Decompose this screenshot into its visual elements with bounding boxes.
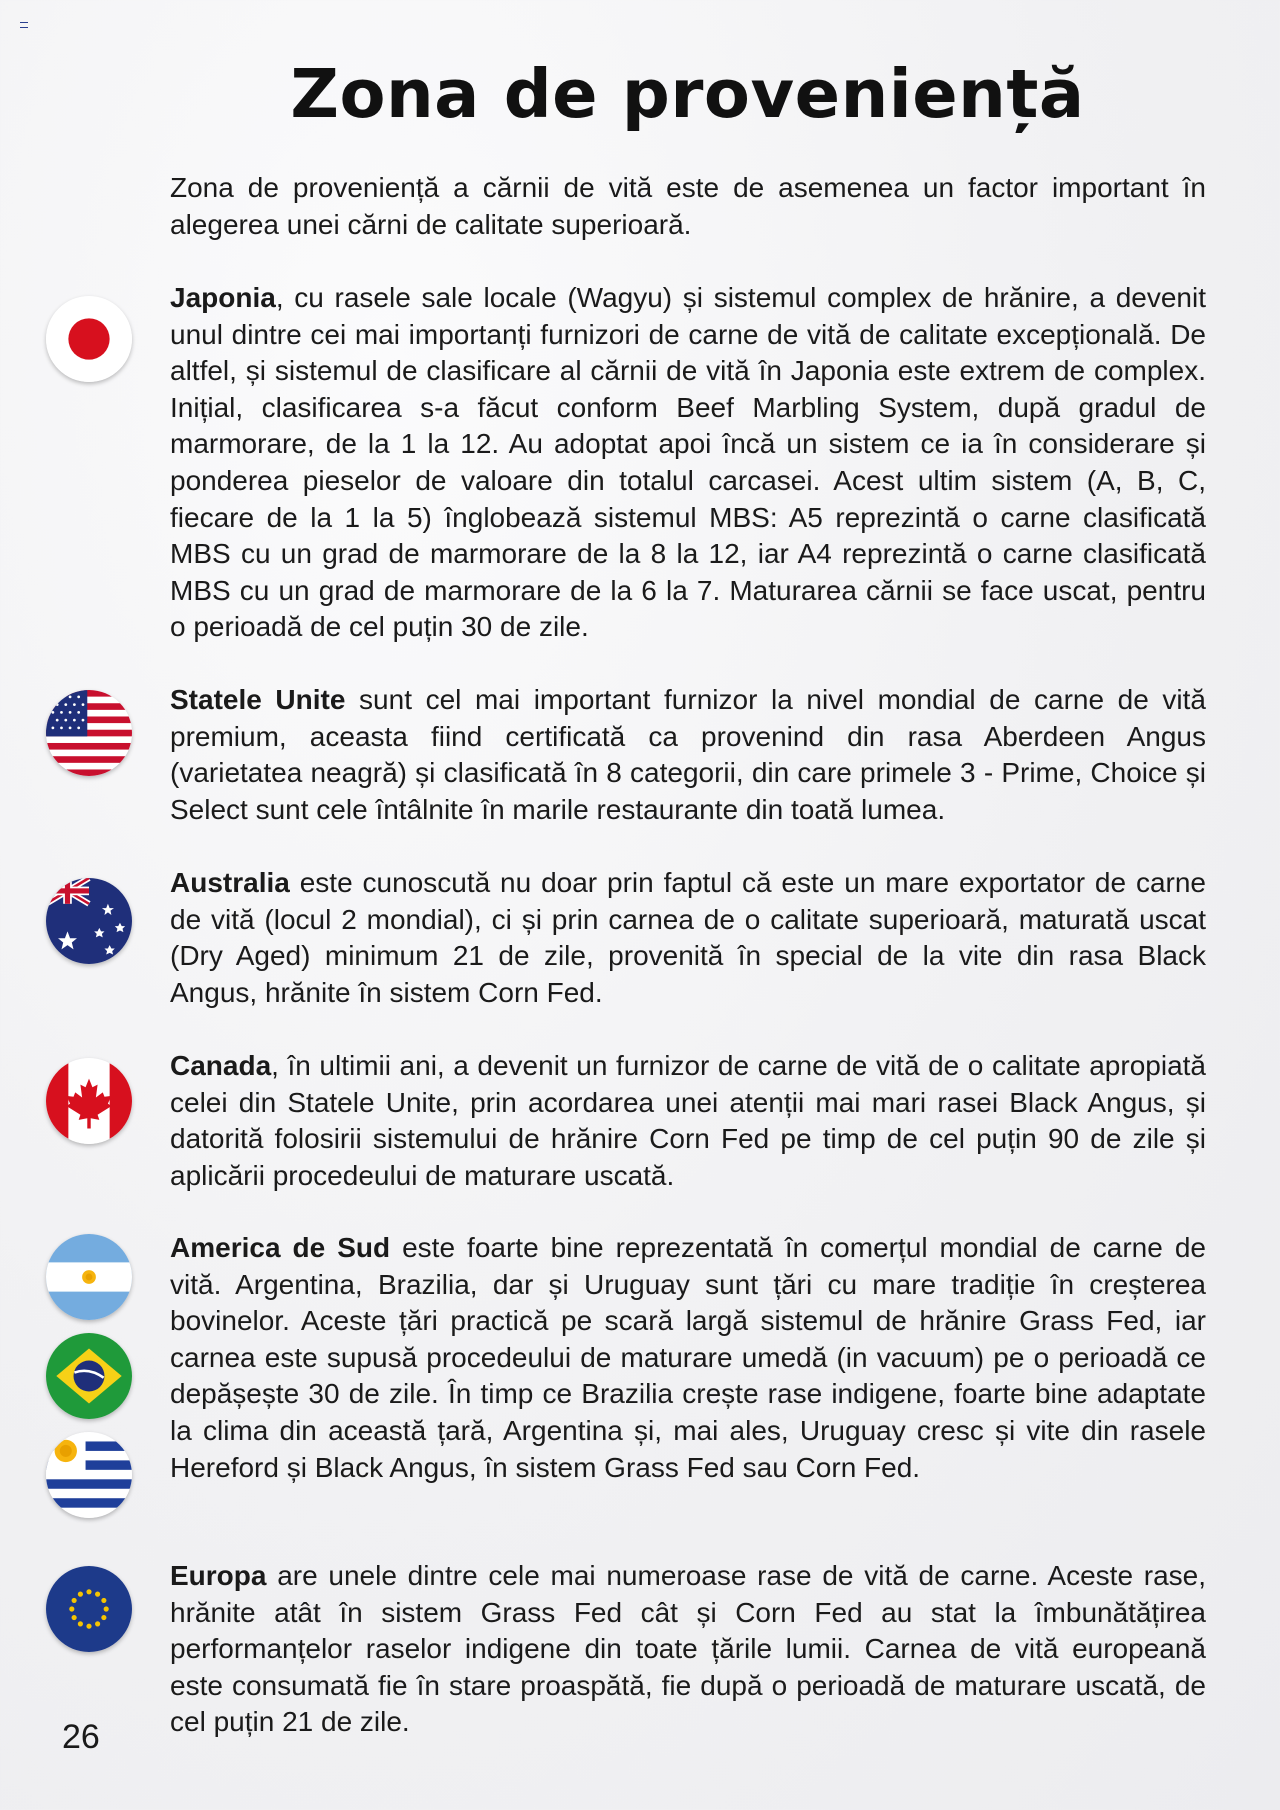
section-japonia	[170, 280, 1206, 646]
brazil-flag-icon	[46, 1333, 132, 1419]
section-name: Statele Unite	[170, 684, 346, 715]
section-name: Australia	[170, 867, 290, 898]
section-statele-unite	[170, 682, 1206, 828]
usa-flag-icon	[46, 690, 132, 776]
section-name: Canada	[170, 1050, 272, 1081]
section-text: este foarte bine reprezentată în comerțul mondial de carne de vită. Argentina, Brazilia, dar și Uruguay sunt țări cu mare tradiție în creșterea bovinelor. Aceste țări practică pe scară largă sistemul de hrănire Grass Fed, iar carnea este supusă procedeului de maturare umedă (in vacuum) pe o perioadă ce depășește 30 de zile. În timp ce Brazilia crește rase indigene, foarte bine adaptate la clima din această țară, Argentina și, mai ales, Uruguay cresc și vite din rasele Hereford și Black Angus, în sistem Grass Fed sau Corn Fed.	[170, 1232, 1206, 1483]
argentina-flag-icon	[46, 1234, 132, 1320]
australia-flag-icon	[46, 878, 132, 964]
section-europa	[170, 1558, 1206, 1741]
section-name: Japonia	[170, 282, 276, 313]
section-text: sunt cel mai important furnizor la nivel mondial de carne de vită premium, aceasta fiind certificată ca provenind din rasa Aberdeen Angus (varietatea neagră) și clasificată în 8 categorii, din care primele 3 - Prime, Choice și Select sunt cele întâlnite în marile restaurante din toată lumea.	[170, 684, 1206, 825]
section-canada	[170, 1048, 1206, 1194]
section-text: , în ultimii ani, a devenit un furnizor de carne de vită de o calitate apropiată celei din Statele Unite, prin acordarea unei atenții mai mari rasei Black Angus, și datorită folosirii sistemului de hrănire Corn Fed pe timp de cel puțin 90 de zile și aplicării procedeului de maturare uscată.	[170, 1050, 1206, 1191]
page-number: 26	[62, 1718, 100, 1756]
eu-flag-icon	[46, 1566, 132, 1652]
section-australia	[170, 865, 1206, 1011]
section-name: Europa	[170, 1560, 267, 1591]
canada-flag-icon	[46, 1058, 132, 1144]
corner-mark	[20, 22, 28, 28]
section-america-de-sud	[170, 1230, 1206, 1486]
section-text: , cu rasele sale locale (Wagyu) și sistemul complex de hrănire, a devenit unul dintre cei mai importanți furnizori de carne de vită de calitate excepțională. De altfel, și sistemul de clasificare al cărnii de vită în Japonia este extrem de complex. Inițial, clasificarea s-a făcut conform Beef Marbling System, după gradul de marmorare, de la 1 la 12. Au adoptat apoi încă un sistem ce ia în considerare și ponderea pieselor de valoare din totalul carcasei. Acest ultim sistem (A, B, C, fiecare de la 1 la 5) înglobează sistemul MBS: A5 reprezintă o carne clasificată MBS cu un grad de marmorare de la 8 la 12, iar A4 reprezintă o carne clasificată MBS cu un grad de marmorare de la 6 la 7. Maturarea cărnii se face uscat, pentru o perioadă de cel puțin 30 de zile.	[170, 282, 1206, 643]
page-title: Zona de proveniență	[290, 55, 1085, 133]
section-text: are unele dintre cele mai numeroase rase de vită de carne. Aceste rase, hrănite atât în sistem Grass Fed cât și Corn Fed au stat la îmbunătățirea performanțelor raselor indigene din toate țările lumii. Carnea de vită europeană este consumată fie în stare proaspătă, fie după o perioadă de maturare uscată, de cel puțin 21 de zile.	[170, 1560, 1206, 1738]
japan-flag-icon	[46, 296, 132, 382]
section-name: America de Sud	[170, 1232, 391, 1263]
uruguay-flag-icon	[46, 1432, 132, 1518]
section-text: este cunoscută nu doar prin faptul că este un mare exportator de carne de vită (locul 2 mondial), ci și prin carnea de o calitate superioară, maturată uscat (Dry Aged) minimum 21 de zile, provenită în special de la vite din rasa Black Angus, hrănite în sistem Corn Fed.	[170, 867, 1206, 1008]
intro-paragraph: Zona de proveniență a cărnii de vită este de asemenea un factor important în alegerea unei cărni de calitate superioară.	[170, 172, 1206, 240]
